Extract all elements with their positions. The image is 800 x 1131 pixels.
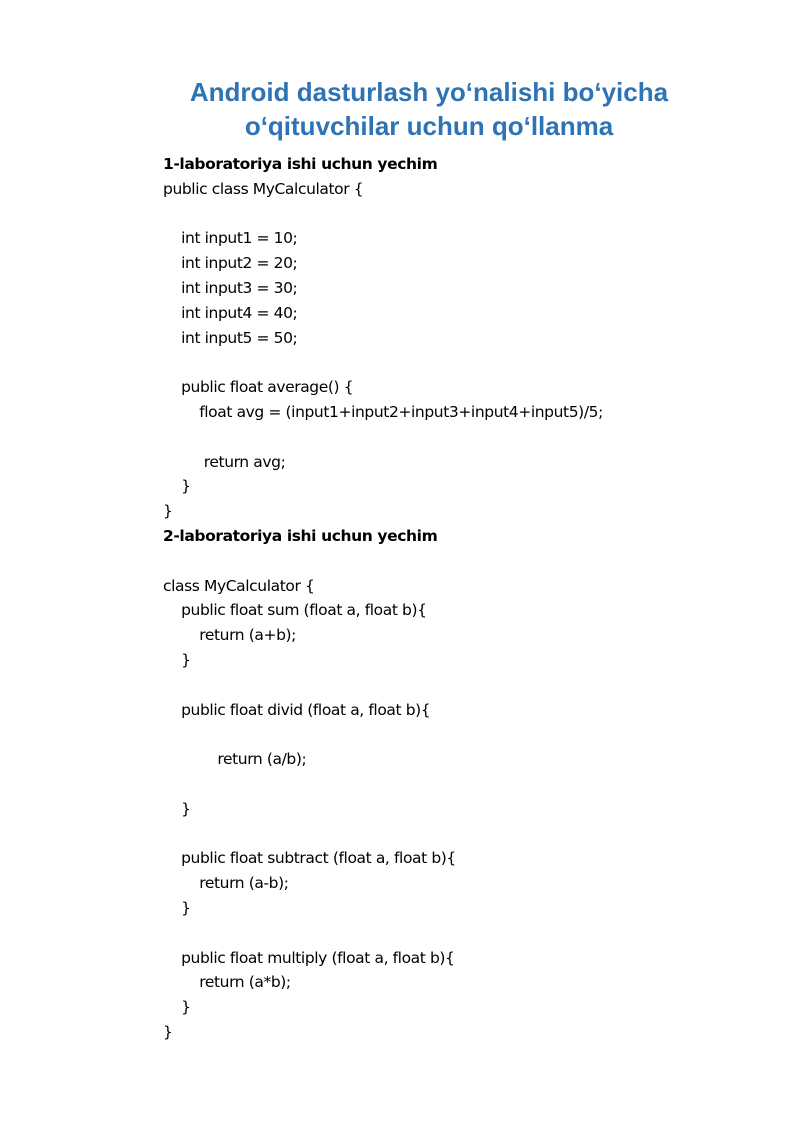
code-line: public float multiply (float a, float b){: [163, 948, 455, 967]
code-line: int input3 = 30;: [163, 278, 298, 297]
code-line: return (a/b);: [163, 750, 307, 769]
code-line: }: [163, 477, 191, 496]
section-heading: 1-laboratoriya ishi uchun yechim: [163, 155, 438, 173]
title-line-1: Android dasturlash yo‘nalishi bo‘yicha: [189, 77, 669, 107]
code-line: [163, 722, 763, 747]
code-line: }: [163, 998, 191, 1017]
code-line: [163, 202, 763, 227]
code-line: float avg = (input1+input2+input3+input4+input5)/5;: [163, 402, 603, 421]
code-line: }: [163, 502, 173, 521]
code-line: public float subtract (float a, float b){: [163, 849, 456, 868]
code-line: class MyCalculator {: [163, 576, 315, 595]
page-title: [100, 75, 758, 143]
code-line: int input2 = 20;: [163, 254, 298, 273]
code-line: [163, 921, 763, 946]
code-line: }: [163, 799, 191, 818]
code-line: int input4 = 40;: [163, 303, 298, 322]
code-line: public class MyCalculator {: [163, 179, 364, 198]
code-line: public float average() {: [163, 378, 354, 397]
code-line: int input5 = 50;: [163, 328, 298, 347]
section-heading: 2-laboratoriya ishi uchun yechim: [163, 526, 438, 545]
code-line: [163, 822, 763, 847]
code-line: [163, 549, 763, 574]
code-line: }: [163, 650, 191, 669]
code-line: return (a-b);: [163, 874, 289, 893]
code-line: return (a+b);: [163, 626, 296, 645]
code-line: return avg;: [163, 452, 286, 471]
code-line: [163, 425, 763, 450]
code-line: [163, 673, 763, 698]
code-line: [163, 350, 763, 375]
code-line: [163, 772, 763, 797]
code-line: int input1 = 10;: [163, 229, 298, 248]
code-line: }: [163, 898, 191, 917]
title-line-2: o‘qituvchilar uchun qo‘llanma: [244, 111, 614, 141]
code-body: [163, 152, 763, 1045]
code-line: public float sum (float a, float b){: [163, 601, 427, 620]
code-line: public float divid (float a, float b){: [163, 700, 431, 719]
code-line: }: [163, 1022, 173, 1041]
code-line: return (a*b);: [163, 973, 291, 992]
